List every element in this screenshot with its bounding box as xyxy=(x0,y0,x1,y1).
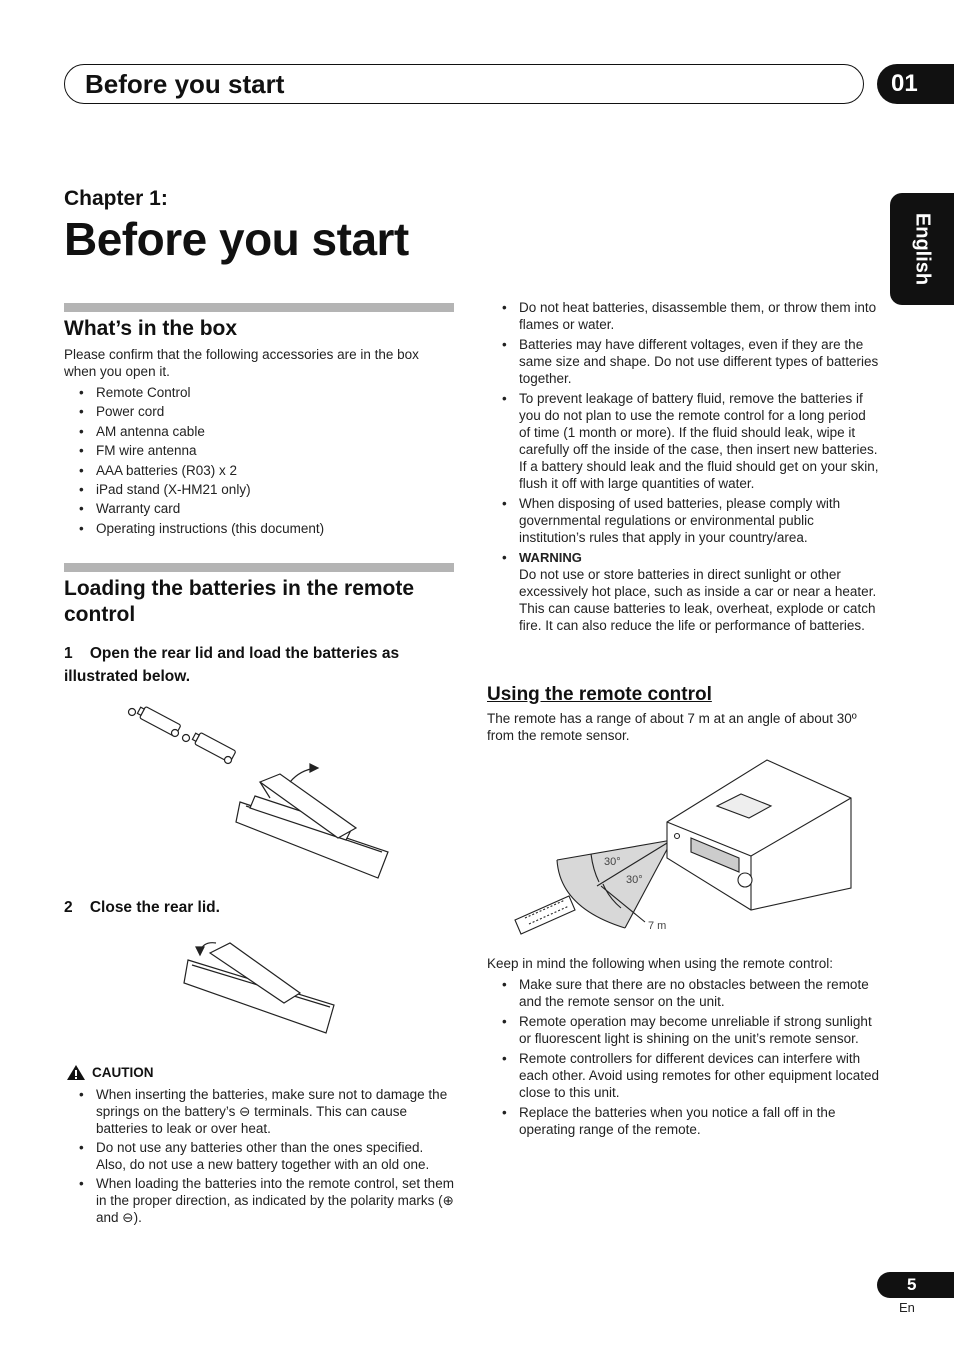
list-item: • Operating instructions (this document) xyxy=(64,520,454,537)
battery-notes-list xyxy=(487,299,879,637)
list-item: • iPad stand (X-HM21 only) xyxy=(64,481,454,498)
close-lid-illustration xyxy=(180,935,340,1040)
language-tab-label: English xyxy=(911,212,934,286)
distance-label: 7 m xyxy=(648,920,667,932)
angle-label-lower: 30° xyxy=(626,874,643,886)
remote-range-diagram xyxy=(505,758,855,943)
chapter-number-badge: 01 xyxy=(877,64,954,104)
list-item: • Do not use any batteries other than the ones specified. Also, do not use a new battery together with an old one. xyxy=(64,1139,456,1173)
language-tab xyxy=(890,193,954,305)
list-item: • Batteries may have different voltages, even if they are the same size and shape. Do not use different types of batteries together. xyxy=(487,336,879,387)
battery-insertion-illustration xyxy=(120,700,400,890)
list-item: • Remote Control xyxy=(64,384,454,401)
remote-range-intro: The remote has a range of about 7 m at an angle of about 30º from the remote sensor. xyxy=(487,711,857,743)
list-item: • Remote operation may become unreliable if strong sunlight or fluorescent light is shining on the unit’s remote sensor. xyxy=(487,1013,879,1047)
remote-usage-list xyxy=(487,976,879,1141)
list-item: • Replace the batteries when you notice a fall off in the operating range of the remote. xyxy=(487,1104,879,1138)
page-language-code: En xyxy=(899,1300,915,1315)
whats-in-box-heading: What’s in the box xyxy=(64,317,238,340)
warning-triangle-icon xyxy=(66,1064,86,1081)
list-item: • To prevent leakage of battery fluid, remove the batteries if you do not plan to use the remote control for a long period of time (1 month or more). If the fluid should leak, wipe it carefully off the inside of the case, then insert new batteries. If a battery should leak and the fluid should get on your skin, flush it off with large quantities of water. xyxy=(487,390,879,492)
angle-label-upper: 30° xyxy=(604,856,621,868)
section-divider xyxy=(64,303,454,312)
list-item: • Warranty card xyxy=(64,500,454,517)
caution-text: CAUTION xyxy=(92,1065,154,1080)
list-item: • When inserting the batteries, make sure not to damage the springs on the battery’s ⊖ terminals. This can cause batteries to leak or over heat. xyxy=(64,1086,456,1137)
list-item: • Remote controllers for different devices can interfere with each other. Avoid using remotes for other equipment located close to this unit. xyxy=(487,1050,879,1101)
whats-in-box-intro: Please confirm that the following accessories are in the box when you open it. xyxy=(64,347,419,379)
accessory-list xyxy=(64,384,454,539)
page-header xyxy=(64,64,864,104)
caution-list xyxy=(64,1086,456,1228)
loading-batteries-heading: Loading the batteries in the remote control xyxy=(64,577,415,626)
step-2-instruction: 2 Close the rear lid. xyxy=(64,899,220,916)
keep-in-mind-text: Keep in mind the following when using the remote control: xyxy=(487,956,833,971)
warning-text: Do not use or store batteries in direct sunlight or other excessively hot place, such as inside a car or near a heater. This can cause batteries to leak, overheat, explode or catch fire. It can also reduce the life or performance of batteries. xyxy=(519,567,877,633)
caution-label xyxy=(66,1064,154,1081)
using-remote-heading: Using the remote control xyxy=(487,684,712,705)
header-title: Before you start xyxy=(85,69,285,99)
chapter-label: Chapter 1: xyxy=(64,187,168,210)
list-item: • AAA batteries (R03) x 2 xyxy=(64,462,454,479)
list-item: • When disposing of used batteries, please comply with governmental regulations or environmental public institution’s rules that apply in your country/area. xyxy=(487,495,879,546)
list-item: • Make sure that there are no obstacles between the remote and the remote sensor on the unit. xyxy=(487,976,879,1010)
list-item xyxy=(487,549,879,634)
list-item: • When loading the batteries into the remote control, set them in the proper direction, as indicated by the polarity marks (⊕ and ⊖). xyxy=(64,1175,456,1226)
warning-label: • WARNING xyxy=(519,550,582,565)
section-divider xyxy=(64,563,454,572)
list-item: • Do not heat batteries, disassemble them, or throw them into flames or water. xyxy=(487,299,879,333)
page-number: 5 xyxy=(877,1272,954,1298)
list-item: • AM antenna cable xyxy=(64,423,454,440)
page-title: Before you start xyxy=(64,213,409,265)
step-1-instruction: 1 Open the rear lid and load the batteries as illustrated below. xyxy=(64,645,400,685)
list-item: • Power cord xyxy=(64,403,454,420)
list-item: • FM wire antenna xyxy=(64,442,454,459)
